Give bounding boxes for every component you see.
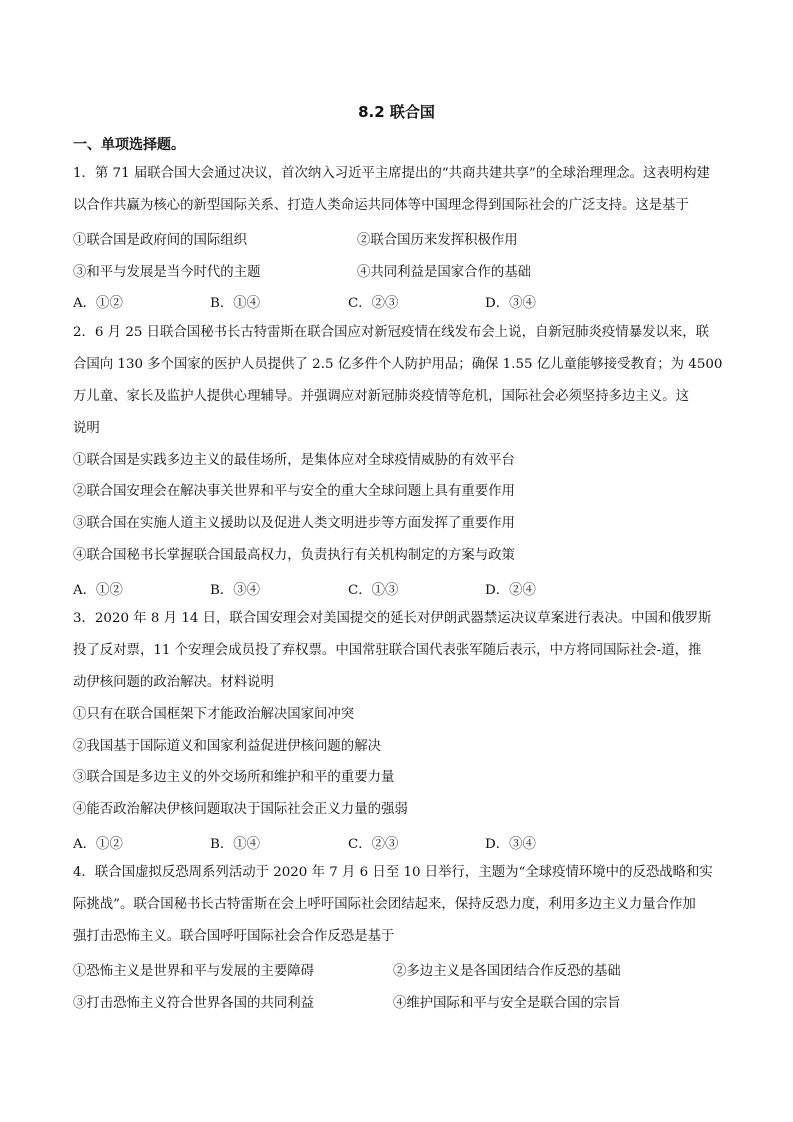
- q2-answer-a[interactable]: A．①②: [73, 583, 123, 598]
- q1-answer-a[interactable]: A．①②: [73, 296, 123, 311]
- q1-answer-d[interactable]: D．③④: [485, 296, 536, 311]
- q2-stem-line-1: 2．6 月 25 日联合国秘书长古特雷斯在联合国应对新冠疫情在线发布会上说，自新冠肺炎疫情暴发以来，联: [73, 325, 710, 340]
- q3-answer-d[interactable]: D．③④: [485, 837, 536, 852]
- q1-answer-b[interactable]: B．①④: [210, 296, 261, 311]
- q2-option-4: ④联合国秘书长掌握联合国最高权力，负责执行有关机构制定的方案与政策: [73, 548, 515, 563]
- q4-option-3: ③打击恐怖主义符合世界各国的共同利益: [73, 996, 315, 1011]
- q2-answer-d[interactable]: D．②④: [485, 583, 536, 598]
- q4-stem-line-3: 强打击恐怖主义。联合国呼吁国际社会合作反恐是基于: [73, 929, 395, 944]
- q1-answer-c[interactable]: C．②③: [348, 296, 399, 311]
- q2-stem-line-3: 万儿童、家长及监护人提供心理辅导。并强调应对新冠肺炎疫情等危机，国际社会必须坚持多边主义。这: [73, 389, 689, 404]
- q3-stem-line-3: 动伊核问题的政治解决。材料说明: [73, 675, 274, 690]
- q1-stem-line-2: 以合作共赢为核心的新型国际关系、打造人类命运共同体等中国理念得到国际社会的广泛支持。这是基于: [73, 198, 689, 213]
- q3-stem-line-1: 3．2020 年 8 月 14 日，联合国安理会对美国提交的延长对伊朗武器禁运决议草案进行表决。中国和俄罗斯: [73, 611, 712, 626]
- q3-option-1: ①只有在联合国框架下才能政治解决国家间冲突: [73, 707, 355, 722]
- q3-answer-b[interactable]: B．①④: [210, 837, 261, 852]
- q4-option-2: ②多边主义是各国团结合作反恐的基础: [393, 964, 621, 979]
- q1-option-4: ④共同利益是国家合作的基础: [357, 265, 532, 280]
- section-heading: 一、单项选择题。: [73, 137, 185, 153]
- page-title: 8.2 联合国: [358, 103, 435, 121]
- q3-stem-line-2: 投了反对票，11 个安理会成员投了弃权票。中国常驻联合国代表张军随后表示，中方将同国际社会-道，推: [73, 643, 702, 658]
- q3-answer-c[interactable]: C．②③: [348, 837, 399, 852]
- q2-stem-line-2: 合国向 130 多个国家的医护人员提供了 2.5 亿多件个人防护用品；确保 1.55 亿儿童能够接受教育；为 4500: [73, 357, 723, 372]
- q3-option-2: ②我国基于国际道义和国家利益促进伊核问题的解决: [73, 739, 381, 754]
- q4-stem-line-1: 4．联合国虚拟反恐周系列活动于 2020 年 7 月 6 日至 10 日举行，主题为“全球疫情环境中的反恐战略和实: [73, 865, 713, 880]
- q1-option-1: ①联合国是政府间的国际组织: [73, 233, 248, 248]
- q1-option-3: ③和平与发展是当今时代的主题: [73, 265, 261, 280]
- q3-answer-a[interactable]: A．①②: [73, 837, 123, 852]
- q2-stem-line-4: 说明: [73, 421, 100, 436]
- q3-option-3: ③联合国是多边主义的外交场所和维护和平的重要力量: [73, 770, 395, 785]
- q2-answer-c[interactable]: C．①③: [348, 583, 399, 598]
- q4-option-4: ④维护国际和平与安全是联合国的宗旨: [393, 996, 621, 1011]
- q3-option-4: ④能否政治解决伊核问题取决于国际社会正义力量的强弱: [73, 802, 408, 817]
- q2-option-2: ②联合国安理会在解决事关世界和平与安全的重大全球问题上具有重要作用: [73, 484, 515, 499]
- q2-option-1: ①联合国是实践多边主义的最佳场所，是集体应对全球疫情威胁的有效平台: [73, 453, 515, 468]
- q4-stem-line-2: 际挑战”。联合国秘书长古特雷斯在会上呼吁国际社会团结起来，保持反恐力度，利用多边主义力量合作加: [73, 897, 696, 912]
- q1-option-2: ②联合国历来发挥积极作用: [357, 233, 518, 248]
- q1-stem-line-1: 1．第 71 届联合国大会通过决议，首次纳入习近平主席提出的“共商共建共享”的全球治理理念。这表明构建: [73, 166, 710, 181]
- q2-option-3: ③联合国在实施人道主义援助以及促进人类文明进步等方面发挥了重要作用: [73, 516, 515, 531]
- q2-answer-b[interactable]: B．③④: [210, 583, 261, 598]
- q4-option-1: ①恐怖主义是世界和平与发展的主要障碍: [73, 964, 315, 979]
